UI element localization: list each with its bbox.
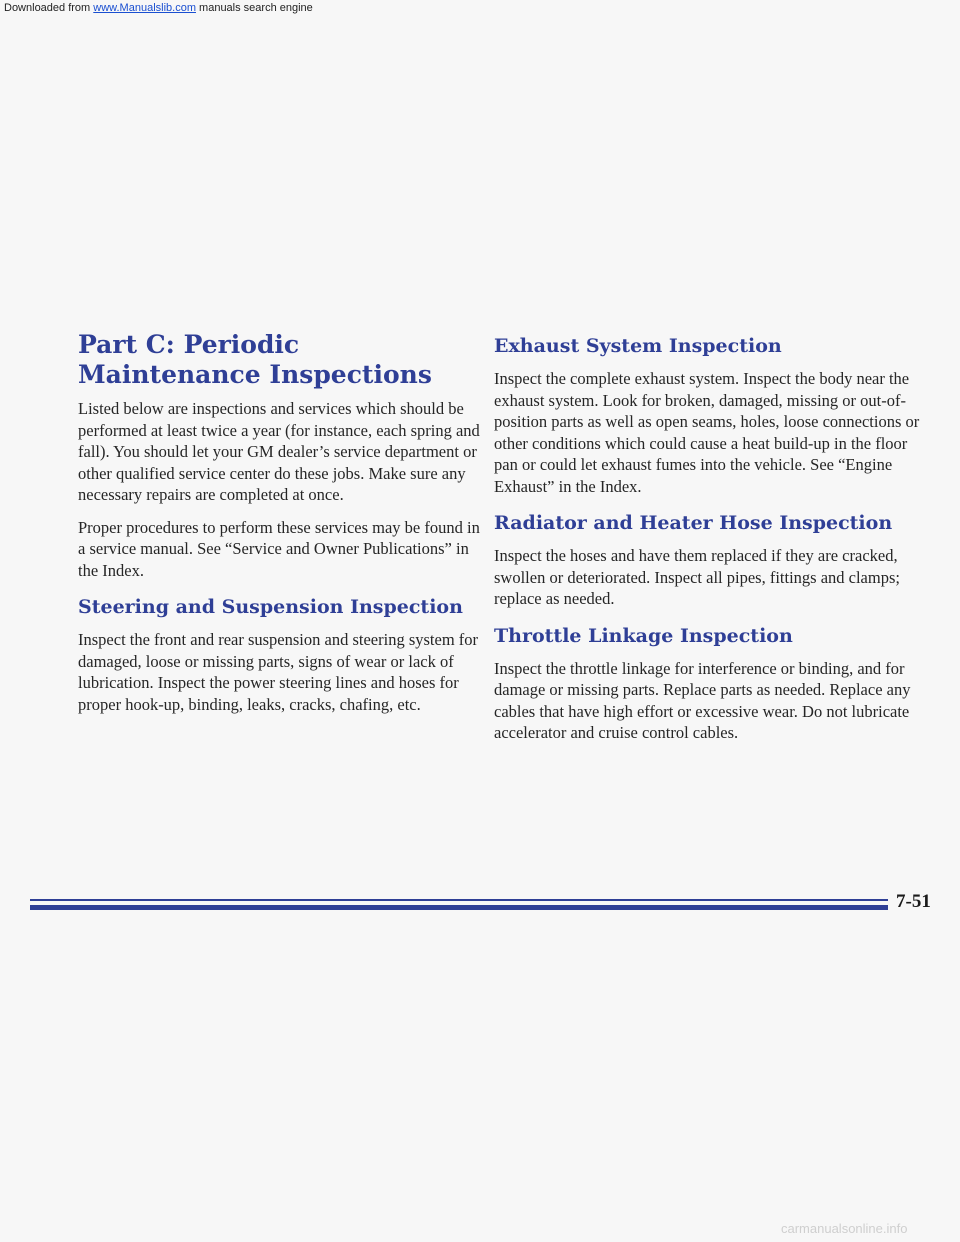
page-title: Part C: Periodic Maintenance Inspections xyxy=(78,330,432,389)
section-title-exhaust: Exhaust System Inspection xyxy=(494,335,782,357)
left-column xyxy=(78,330,490,726)
section-body-steering: Inspect the front and rear suspension and steering system for damaged, loose or missing parts, signs of wear or lack of lubrication. Inspect the power steering lines and hoses for proper hook-up, binding, leaks, cracks, chafing, etc. xyxy=(78,630,479,714)
intro-paragraph-2: Proper procedures to perform these services may be found in a service manual. See “Service and Owner Publications” in the Index. xyxy=(78,517,480,580)
manualslib-link[interactable]: www.Manualslib.com xyxy=(93,2,196,14)
page-number: 7-51 xyxy=(896,891,931,912)
footer-rule-thin xyxy=(30,899,888,901)
footer-rule xyxy=(30,897,888,911)
section-body-throttle: Inspect the throttle linkage for interference or binding, and for damage or missing parts. Replace parts as needed. Replace any cables that have high effort or excessive wear. Do not lubricate accelerator and cruise control cables. xyxy=(494,658,911,742)
section-title-throttle: Throttle Linkage Inspection xyxy=(494,624,793,647)
download-note-prefix: Downloaded from xyxy=(4,2,94,14)
download-note xyxy=(4,2,313,14)
section-body-exhaust: Inspect the complete exhaust system. Inspect the body near the exhaust system. Look for broken, damaged, missing or out-of-position parts as well as open seams, holes, loose connections or other conditions which could cause a heat build-up in the floor pan or could let exhaust fumes into the vehicle. See “Engine Exhaust” in the Index. xyxy=(494,369,920,496)
download-note-suffix: manuals search engine xyxy=(195,2,313,14)
section-title-steering: Steering and Suspension Inspection xyxy=(78,596,463,618)
intro-paragraph-1: Listed below are inspections and services which should be performed at least twice a year (for instance, each spring and fall). You should let your GM dealer’s service department or other qualified service center do these jobs. Make sure any necessary repairs are completed at once. xyxy=(78,399,480,504)
footer-rule-thick xyxy=(30,905,888,910)
watermark: carmanualsonline.info xyxy=(781,1221,908,1236)
section-body-radiator: Inspect the hoses and have them replaced if they are cracked, swollen or deteriorated. Inspect all pipes, fittings and clamps; replace as needed. xyxy=(494,546,900,608)
section-title-radiator: Radiator and Heater Hose Inspection xyxy=(494,512,893,534)
right-column xyxy=(494,330,932,755)
